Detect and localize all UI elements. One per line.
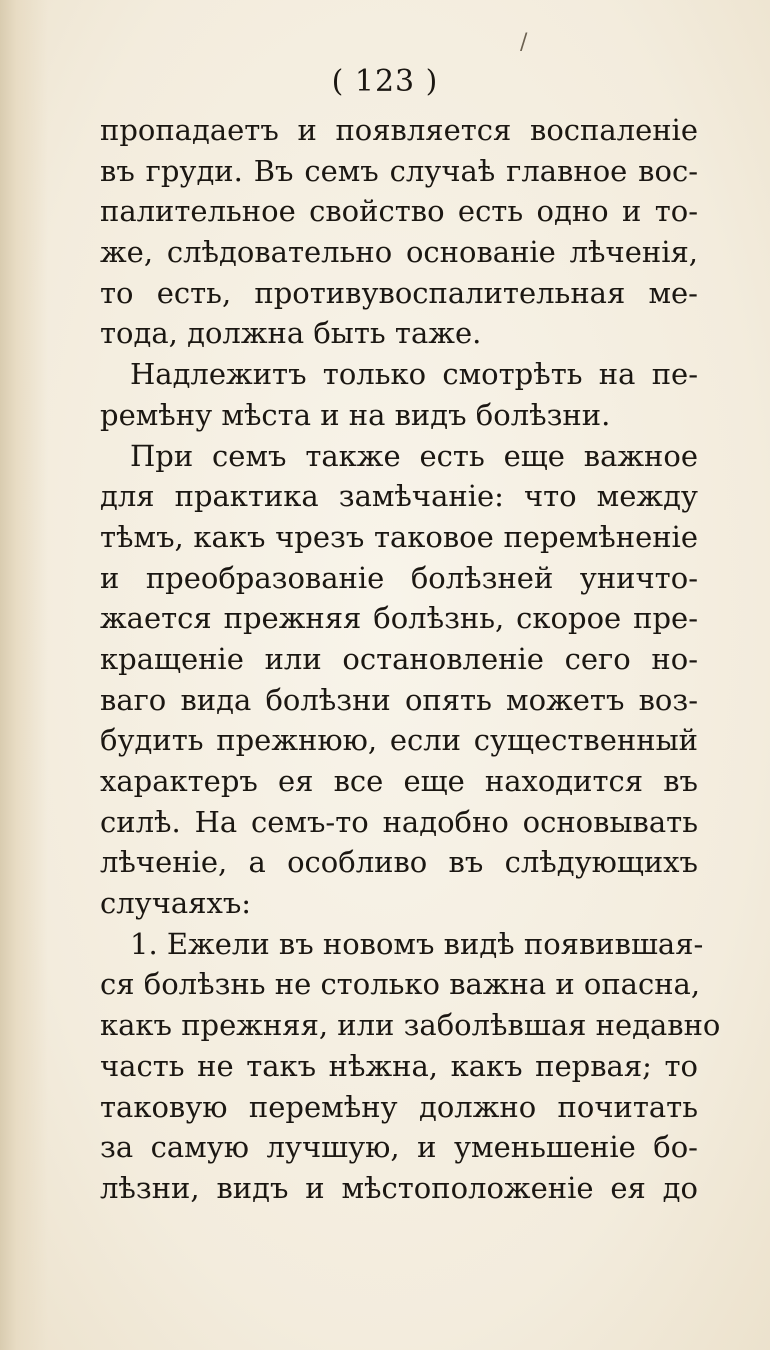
text-line: въ груди. Въ семъ случаѣ главное вос- bbox=[100, 153, 698, 188]
page-body-text bbox=[100, 110, 721, 1209]
text-line: ремѣну мѣста и на видъ болѣзни. bbox=[100, 397, 611, 432]
text-line: силѣ. На семъ-то надобно основывать bbox=[100, 804, 698, 839]
text-line: тода, должна быть таже. bbox=[100, 316, 482, 351]
text-line: пропадаетъ и появляется воспаленіе bbox=[100, 113, 698, 147]
text-line: случаяхъ: bbox=[100, 886, 252, 921]
page-number: ( 123 ) bbox=[331, 64, 439, 99]
text-line: характеръ ея все еще находится въ bbox=[100, 764, 698, 798]
page-gutter-shadow bbox=[0, 0, 48, 1350]
text-line: лѣзни, видъ и мѣстоположеніе ея до bbox=[100, 1170, 698, 1205]
text-line: для практика замѣчаніе: что между bbox=[100, 479, 698, 514]
text-line: 1. Ежели въ новомъ видѣ появившая- bbox=[130, 926, 704, 961]
text-line: палительное свойство есть одно и то- bbox=[100, 194, 698, 229]
text-line: При семъ также есть еще важное bbox=[130, 438, 698, 473]
text-line: жается прежняя болѣзнь, скорое пре- bbox=[100, 601, 698, 636]
text-line: часть не такъ нѣжна, какъ первая; то bbox=[100, 1048, 698, 1083]
text-line: тѣмъ, какъ чрезъ таковое перемѣненіе bbox=[100, 519, 698, 554]
text-line: какъ прежняя, или заболѣвшая недавно bbox=[100, 1008, 721, 1043]
text-line: и преобразованіе болѣзней уничто- bbox=[100, 560, 698, 595]
pencil-mark: / bbox=[520, 30, 528, 55]
text-line: то есть, противувоспалительная ме- bbox=[100, 275, 698, 310]
text-line: кращеніе или остановленіе сего но- bbox=[100, 641, 698, 676]
text-line: лѣченіе, а особливо въ слѣдующихъ bbox=[100, 845, 698, 880]
text-line: ся болѣзнь не столько важна и опасна, bbox=[100, 967, 701, 1002]
text-line: ваго вида болѣзни опять можетъ воз- bbox=[100, 682, 698, 717]
text-line: таковую перемѣну должно почитать bbox=[100, 1089, 698, 1124]
text-line: Надлежитъ только смотрѣть на пе- bbox=[130, 357, 698, 392]
text-line: за самую лучшую, и уменьшеніе бо- bbox=[100, 1130, 698, 1165]
text-line: будить прежнюю, если существенный bbox=[100, 723, 698, 758]
text-line: же, слѣдовательно основаніе лѣченія, bbox=[100, 235, 698, 270]
